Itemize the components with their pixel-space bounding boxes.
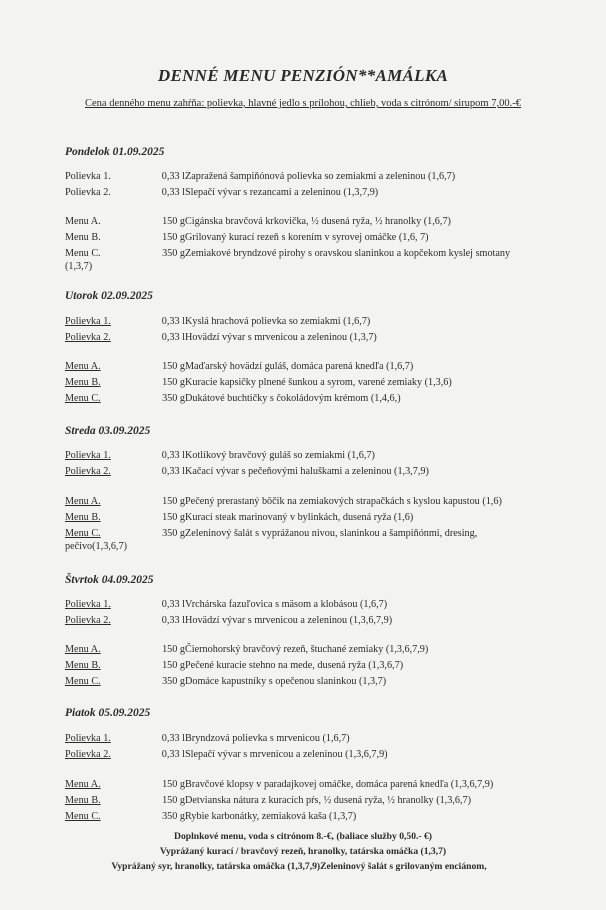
item-label: Menu C. (65, 248, 101, 259)
menu-row (65, 779, 565, 794)
price-info: Cena denného menu zahŕňa: polievka, hlavné jedlo s prílohou, chlieb, voda s citrónom/ sirupom 7,00.-€ (85, 98, 521, 109)
menu-row (65, 248, 565, 263)
item-label: Menu C. (65, 811, 101, 822)
menu-row (65, 528, 565, 543)
item-quantity: 0,33 l (161, 187, 185, 198)
menu-row (65, 232, 565, 247)
item-quantity: 150 g (162, 377, 185, 388)
item-label: Menu A. (65, 779, 101, 790)
item-description: Slepačí vývar s mrvenicou a zeleninou (1,3,6,7,9) (185, 749, 388, 760)
item-description: Zeleninový šalát s vyprážanou nivou, slaninkou a šampiňónmi, dresing, (185, 528, 478, 539)
item-description: Kuracie kapsičky plnené šunkou a syrom, varené zemiaky (1,3,6) (185, 377, 452, 388)
item-label: Menu A. (65, 496, 101, 507)
item-label: Menu B. (65, 232, 101, 243)
item-label: Menu C. (65, 528, 101, 539)
item-quantity: 0,33 l (161, 316, 185, 327)
item-description: Bryndzová polievka s mrvenicou (1,6,7) (185, 733, 350, 744)
item-description: Kyslá hrachová polievka so zemiakmi (1,6,7) (185, 316, 371, 327)
item-label: Menu A. (65, 361, 101, 372)
soup-row (65, 187, 565, 202)
footer-line: Doplnkové menu, voda s citrónom 8.-€, (baliace služby 0,50.- €) (174, 831, 432, 842)
menu-row (65, 361, 565, 376)
day-heading: Pondelok 01.09.2025 (65, 146, 165, 158)
item-description: Rybie karbonátky, zemiaková kaša (1,3,7) (185, 811, 357, 822)
item-quantity: 350 g (162, 528, 185, 539)
menu-row (65, 216, 565, 231)
menu-row (65, 811, 565, 826)
item-description-continued: pečivo(1,3,6,7) (65, 541, 127, 552)
item-description: Hovädzí vývar s mrvenicou a zeleninou (1,3,6,7,9) (185, 615, 393, 626)
soup-row (65, 332, 565, 347)
item-description: Čiernohorský bravčový rezeň, štuchané zemiaky (1,3,6,7,9) (185, 644, 429, 655)
item-description: Domáce kapustníky s opečenou slaninkou (1,3,7) (185, 676, 387, 687)
item-quantity: 0,33 l (161, 733, 185, 744)
item-description: Hovädzí vývar s mrvenicou a zeleninou (1,3,7) (185, 332, 377, 343)
soup-row (65, 615, 565, 630)
day-heading: Štvrtok 04.09.2025 (65, 574, 154, 586)
soup-row (65, 733, 565, 748)
soup-row (65, 466, 565, 481)
item-description: Kotlíkový bravčový guláš so zemiakmi (1,6,7) (185, 450, 375, 461)
menu-row (65, 496, 565, 511)
item-label: Menu A. (65, 644, 101, 655)
soup-row (65, 316, 565, 331)
item-label: Polievka 1. (65, 599, 111, 610)
item-label: Polievka 1. (65, 316, 111, 327)
soup-row (65, 171, 565, 186)
item-quantity: 0,33 l (161, 466, 185, 477)
item-description: Kurací steak marinovaný v bylinkách, dusená ryža (1,6) (185, 512, 414, 523)
item-label: Menu C. (65, 393, 101, 404)
item-quantity: 150 g (162, 512, 185, 523)
item-label: Menu B. (65, 795, 101, 806)
item-quantity: 350 g (162, 811, 185, 822)
soup-row (65, 749, 565, 764)
day-heading: Streda 03.09.2025 (65, 425, 151, 437)
item-description: Detvianska nátura z kuracích pŕs, ½ dusená ryža, ½ hranolky (1,3,6,7) (185, 795, 472, 806)
footer-line: Vyprážaný syr, hranolky, tatárska omáčka (1,3,7,9)Zeleninový šalát s grilovaným enciánom, (111, 861, 487, 872)
item-description: Bravčové klopsy v paradajkovej omáčke, domáca parená knedľa (1,3,6,7,9) (185, 779, 494, 790)
item-quantity: 150 g (162, 795, 185, 806)
menu-row (65, 795, 565, 810)
item-label: Polievka 2. (65, 332, 111, 343)
soup-row (65, 599, 565, 614)
item-description: Maďarský hovädzí guláš, domáca parená knedľa (1,6,7) (185, 361, 414, 372)
item-label: Polievka 1. (65, 171, 111, 182)
item-quantity: 350 g (162, 676, 185, 687)
item-quantity: 0,33 l (161, 450, 185, 461)
item-label: Polievka 2. (65, 615, 111, 626)
item-description: Zemiakové bryndzové pirohy s oravskou slaninkou a kopčekom kyslej smotany (185, 248, 511, 259)
item-label: Polievka 2. (65, 749, 111, 760)
item-description: Slepačí vývar s rezancami a zeleninou (1,3,7,9) (185, 187, 379, 198)
item-quantity: 0,33 l (161, 615, 185, 626)
menu-row (65, 377, 565, 392)
soup-row (65, 450, 565, 465)
item-description: Grilovaný kurací rezeň s korením v syrovej omáčke (1,6, 7) (185, 232, 429, 243)
item-quantity: 150 g (162, 779, 185, 790)
item-quantity: 150 g (162, 361, 185, 372)
item-label: Menu B. (65, 512, 101, 523)
item-quantity: 350 g (162, 393, 185, 404)
menu-row (65, 644, 565, 659)
item-description: Cigánska bravčová krkovička, ½ dusená ryža, ½ hranolky (1,6,7) (185, 216, 451, 227)
item-label: Menu A. (65, 216, 101, 227)
item-quantity: 150 g (162, 232, 185, 243)
item-label: Polievka 1. (65, 733, 111, 744)
menu-row (65, 676, 565, 691)
item-label: Polievka 2. (65, 466, 111, 477)
item-quantity: 150 g (162, 496, 185, 507)
item-quantity: 150 g (162, 644, 185, 655)
day-heading: Piatok 05.09.2025 (65, 707, 151, 719)
item-label: Polievka 1. (65, 450, 111, 461)
item-label: Polievka 2. (65, 187, 111, 198)
page-title: DENNÉ MENU PENZIÓN**AMÁLKA (157, 66, 449, 85)
menu-row (65, 660, 565, 675)
item-description: Dukátové buchtičky s čokoládovým krémom (1,4,6,) (185, 393, 401, 404)
item-label: Menu B. (65, 660, 101, 671)
item-quantity: 350 g (162, 248, 185, 259)
item-quantity: 150 g (162, 660, 185, 671)
item-quantity: 0,33 l (161, 332, 185, 343)
item-label: Menu C. (65, 676, 101, 687)
item-label: Menu B. (65, 377, 101, 388)
menu-row (65, 512, 565, 527)
item-description: Zapražená šampiňónová polievka so zemiakmi a zeleninou (1,6,7) (185, 171, 456, 182)
item-description: Vrchárska fazuľovica s mäsom a klobásou (1,6,7) (185, 599, 388, 610)
item-quantity: 150 g (162, 216, 185, 227)
item-quantity: 0,33 l (161, 599, 185, 610)
item-description: Pečený prerastaný bôčik na zemiakových strapačkách s kyslou kapustou (1,6) (185, 496, 502, 507)
item-description: Kačací vývar s pečeňovými haluškami a zeleninou (1,3,7,9) (185, 466, 429, 477)
item-description: Pečené kuracie stehno na mede, dusená ryža (1,3,6,7) (185, 660, 404, 671)
item-quantity: 0,33 l (161, 171, 185, 182)
item-quantity: 0,33 l (161, 749, 185, 760)
footer-line: Vyprážaný kurací / bravčový rezeň, hranolky, tatárska omáčka (1,3,7) (159, 846, 447, 857)
day-heading: Utorok 02.09.2025 (65, 290, 153, 302)
item-description-continued: (1,3,7) (65, 261, 93, 272)
menu-row (65, 393, 565, 408)
